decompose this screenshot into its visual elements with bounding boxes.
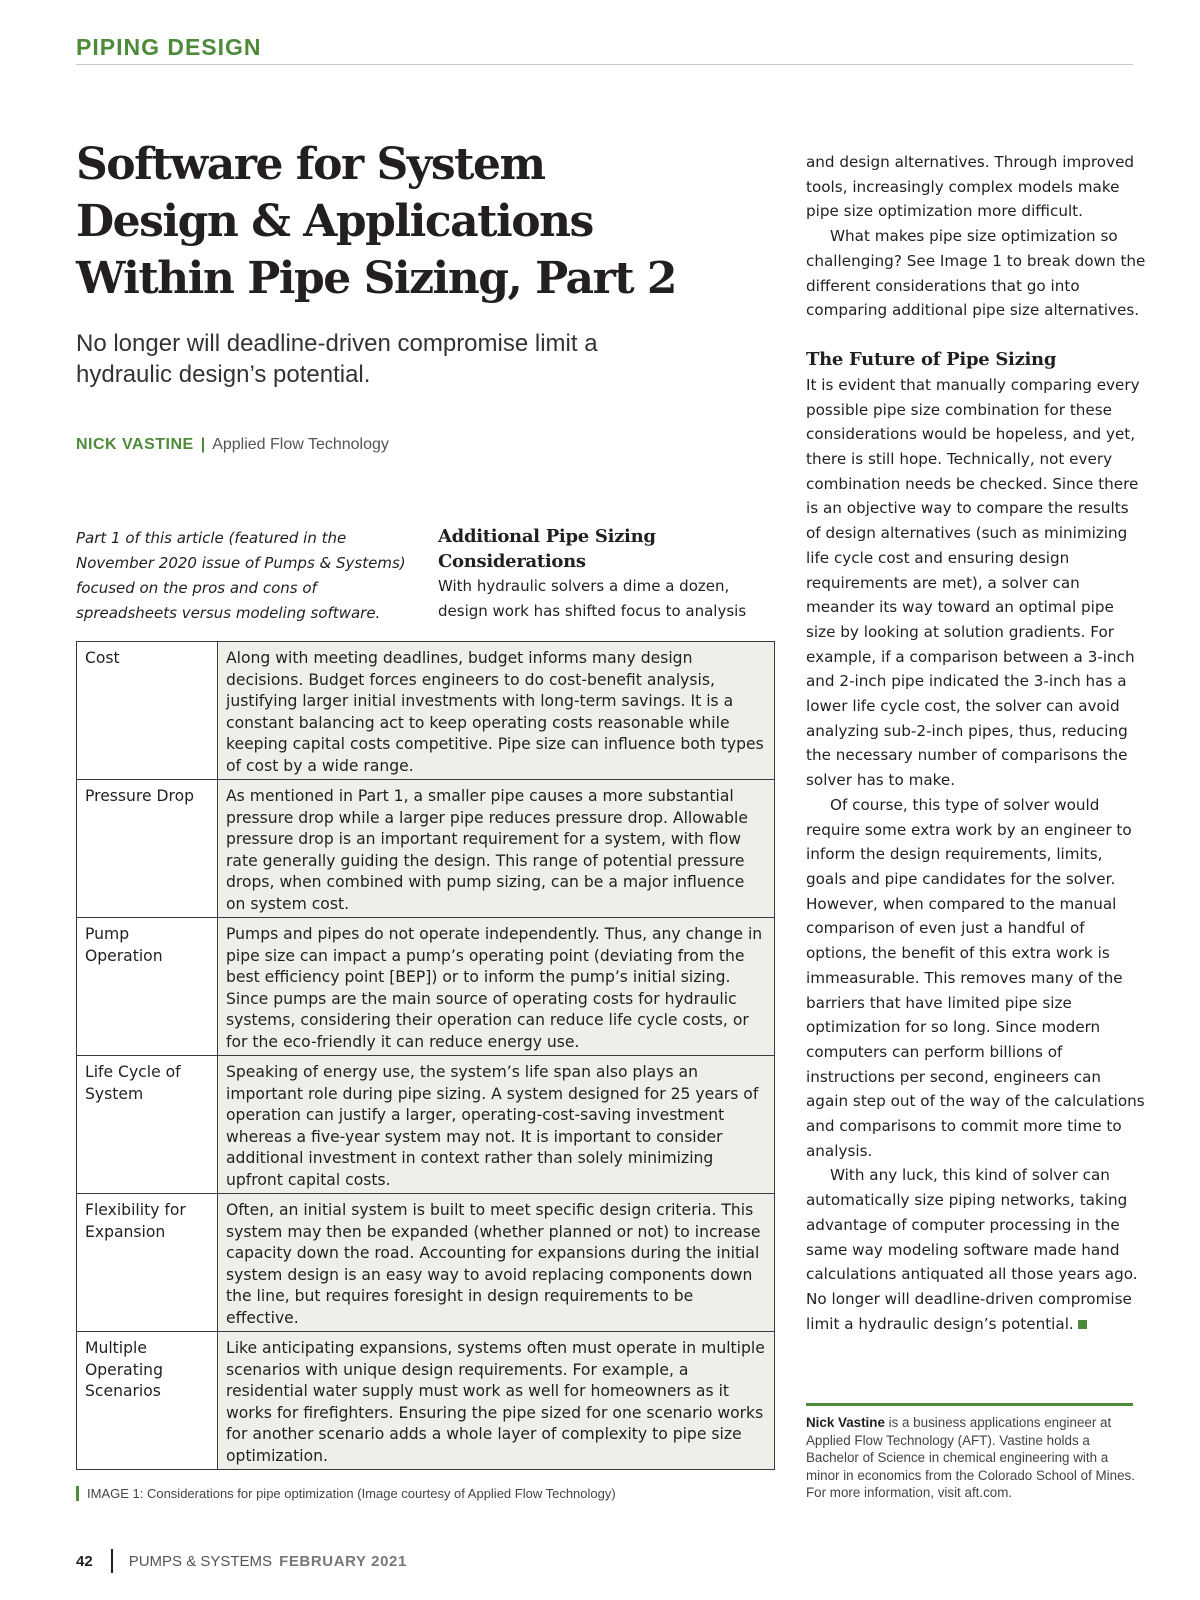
byline-separator: | (200, 436, 206, 453)
table-row-label: Life Cycle of System (77, 1056, 218, 1194)
table-row-label: Flexibility for Expansion (77, 1194, 218, 1332)
section-label: PIPING DESIGN (76, 34, 262, 60)
considerations-table (76, 641, 775, 1470)
author-bio (806, 1414, 1136, 1502)
body-paragraph: and design alternatives. Through improved tools, increasingly complex models make pipe size optimization more difficult. (806, 153, 1135, 221)
bio-name: Nick Vastine (806, 1415, 885, 1430)
table-row-description: Like anticipating expansions, systems often must operate in multiple scenarios with unique design requirements. For example, a residential water supply must work as well for homeowners as it works for firefighters. Ensuring the pipe sized for one scenario works for another scenario adds a whole layer of complexity to pipe size optimization. (218, 1332, 775, 1470)
final-paragraph-text: With any luck, this kind of solver can automatically size piping networks, taking advantage of computer processing in the same way modeling software made hand calculations antiquated all those years ago. No longer will deadline-driven compromise limit a hydraulic design’s potential. (806, 1166, 1138, 1333)
intro-note: Part 1 of this article (featured in the November 2020 issue of Pumps & Systems) focused on the pros and cons of spreadsheets versus modeling software. (76, 529, 406, 622)
bio-divider (806, 1403, 1133, 1406)
table-row (77, 780, 775, 918)
article-title: Software for System Design & Applications Within Pipe Sizing, Part 2 (76, 139, 677, 304)
author-name: NICK VASTINE (76, 436, 194, 453)
table-row-description: As mentioned in Part 1, a smaller pipe causes a more substantial pressure drop while a larger pipe reduces pressure drop. Allowable pressure drop is an important requirement for a system, with flow rate generally guiding the design. This range of potential pressure drops, when combined with pump sizing, can be a major influence on system cost. (218, 780, 775, 918)
table-row (77, 1194, 775, 1332)
article-deck: No longer will deadline-driven compromise limit a hydraulic design’s potential. (76, 330, 598, 388)
page-number: 42 (76, 1552, 93, 1570)
page-footer (76, 1549, 407, 1573)
issue-date: FEBRUARY 2021 (279, 1552, 407, 1570)
table-row-label: Pump Operation (77, 918, 218, 1056)
body-paragraph: With hydraulic solvers a dime a dozen, design work has shifted focus to analysis (438, 577, 747, 620)
table-row-label: Pressure Drop (77, 780, 218, 918)
body-paragraph-final (806, 1163, 1146, 1336)
body-paragraph: Of course, this type of solver would require some extra work by an engineer to inform the design requirements, limits, goals and pipe candidates for the solver. However, when compared to the manual comparison of even just a handful of options, the benefit of this extra work is immeasurable. This removes many of the barriers that have limited pipe size optimization for so long. Since modern computers can perform billions of instructions per second, engineers can again step out of the way of the calculations and comparisons to commit more time to analysis. (806, 795, 1145, 1160)
header-divider (76, 64, 1133, 65)
author-affiliation: Applied Flow Technology (212, 436, 389, 453)
section-heading-future: The Future of Pipe Sizing (806, 348, 1057, 370)
right-column (806, 150, 1146, 1336)
byline (76, 436, 389, 454)
table-row-description: Pumps and pipes do not operate independently. Thus, any change in pipe size can impact a pump’s operating point (deviating from the best efficiency point [BEP]) or to inform the pump’s initial sizing. Since pumps are the main source of operating costs for hydraulic systems, considering their operation can reduce life cycle costs, or for the eco-friendly it can reduce energy use. (218, 918, 775, 1056)
table-row-description: Often, an initial system is built to meet specific design criteria. This system may then be expanded (whether planned or not) to increase capacity down the road. Accounting for expansions during the initial system design is an easy way to avoid replacing components down the line, but requires foresight in design requirements to be effective. (218, 1194, 775, 1332)
table-row-description: Along with meeting deadlines, budget informs many design decisions. Budget forces engineers to do cost-benefit analysis, justifying larger initial investments with long-term savings. It is a constant balancing act to keep operating costs reasonable while keeping capital costs competitive. Pipe size can influence both types of cost by a wide range. (218, 642, 775, 780)
section-heading-additional-considerations: Additional Pipe Sizing Considerations (438, 526, 656, 572)
table-row-label: Cost (77, 642, 218, 780)
table-row-description: Speaking of energy use, the system’s life span also plays an important role during pipe sizing. A system designed for 25 years of operation can justify a larger, operating-cost-saving investment whereas a five-year system may not. It is important to consider additional investment in context rather than solely minimizing upfront capital costs. (218, 1056, 775, 1194)
footer-divider (111, 1549, 113, 1573)
publication-name: PUMPS & SYSTEMS (128, 1552, 273, 1570)
table-row-label: Multiple Operating Scenarios (77, 1332, 218, 1470)
body-paragraph: It is evident that manually comparing every possible pipe size combination for these considerations would be hopeless, and yet, there is still hope. Technically, not every combination needs be checked. Since there is an objective way to compare the results of design alternatives (such as minimizing life cycle cost and ensuring design requirements are met), a solver can meander its way toward an optimal pipe size by looking at solution gradients. For example, if a comparison between a 3-inch and 2-inch pipe indicated the 3-inch has a lower life cycle cost, the solver can avoid analyzing sub-2-inch pipes, thus, reducing the necessary number of comparisons the solver has to make. (806, 375, 1140, 790)
table-row (77, 642, 775, 780)
end-mark-icon (1078, 1320, 1087, 1329)
table-row (77, 1056, 775, 1194)
column-two (438, 524, 758, 624)
image-caption: IMAGE 1: Considerations for pipe optimization (Image courtesy of Applied Flow Technology) (76, 1486, 616, 1501)
bio-text: is a business applications engineer at Applied Flow Technology (AFT). Vastine holds a Bachelor of Science in chemical engineering with a minor in economics from the Colorado School of Mines. For more information, visit aft.com. (806, 1415, 1135, 1501)
table-row (77, 918, 775, 1056)
body-paragraph: What makes pipe size optimization so challenging? See Image 1 to break down the different considerations that go into comparing additional pipe size alternatives. (806, 227, 1146, 320)
table-row (77, 1332, 775, 1470)
